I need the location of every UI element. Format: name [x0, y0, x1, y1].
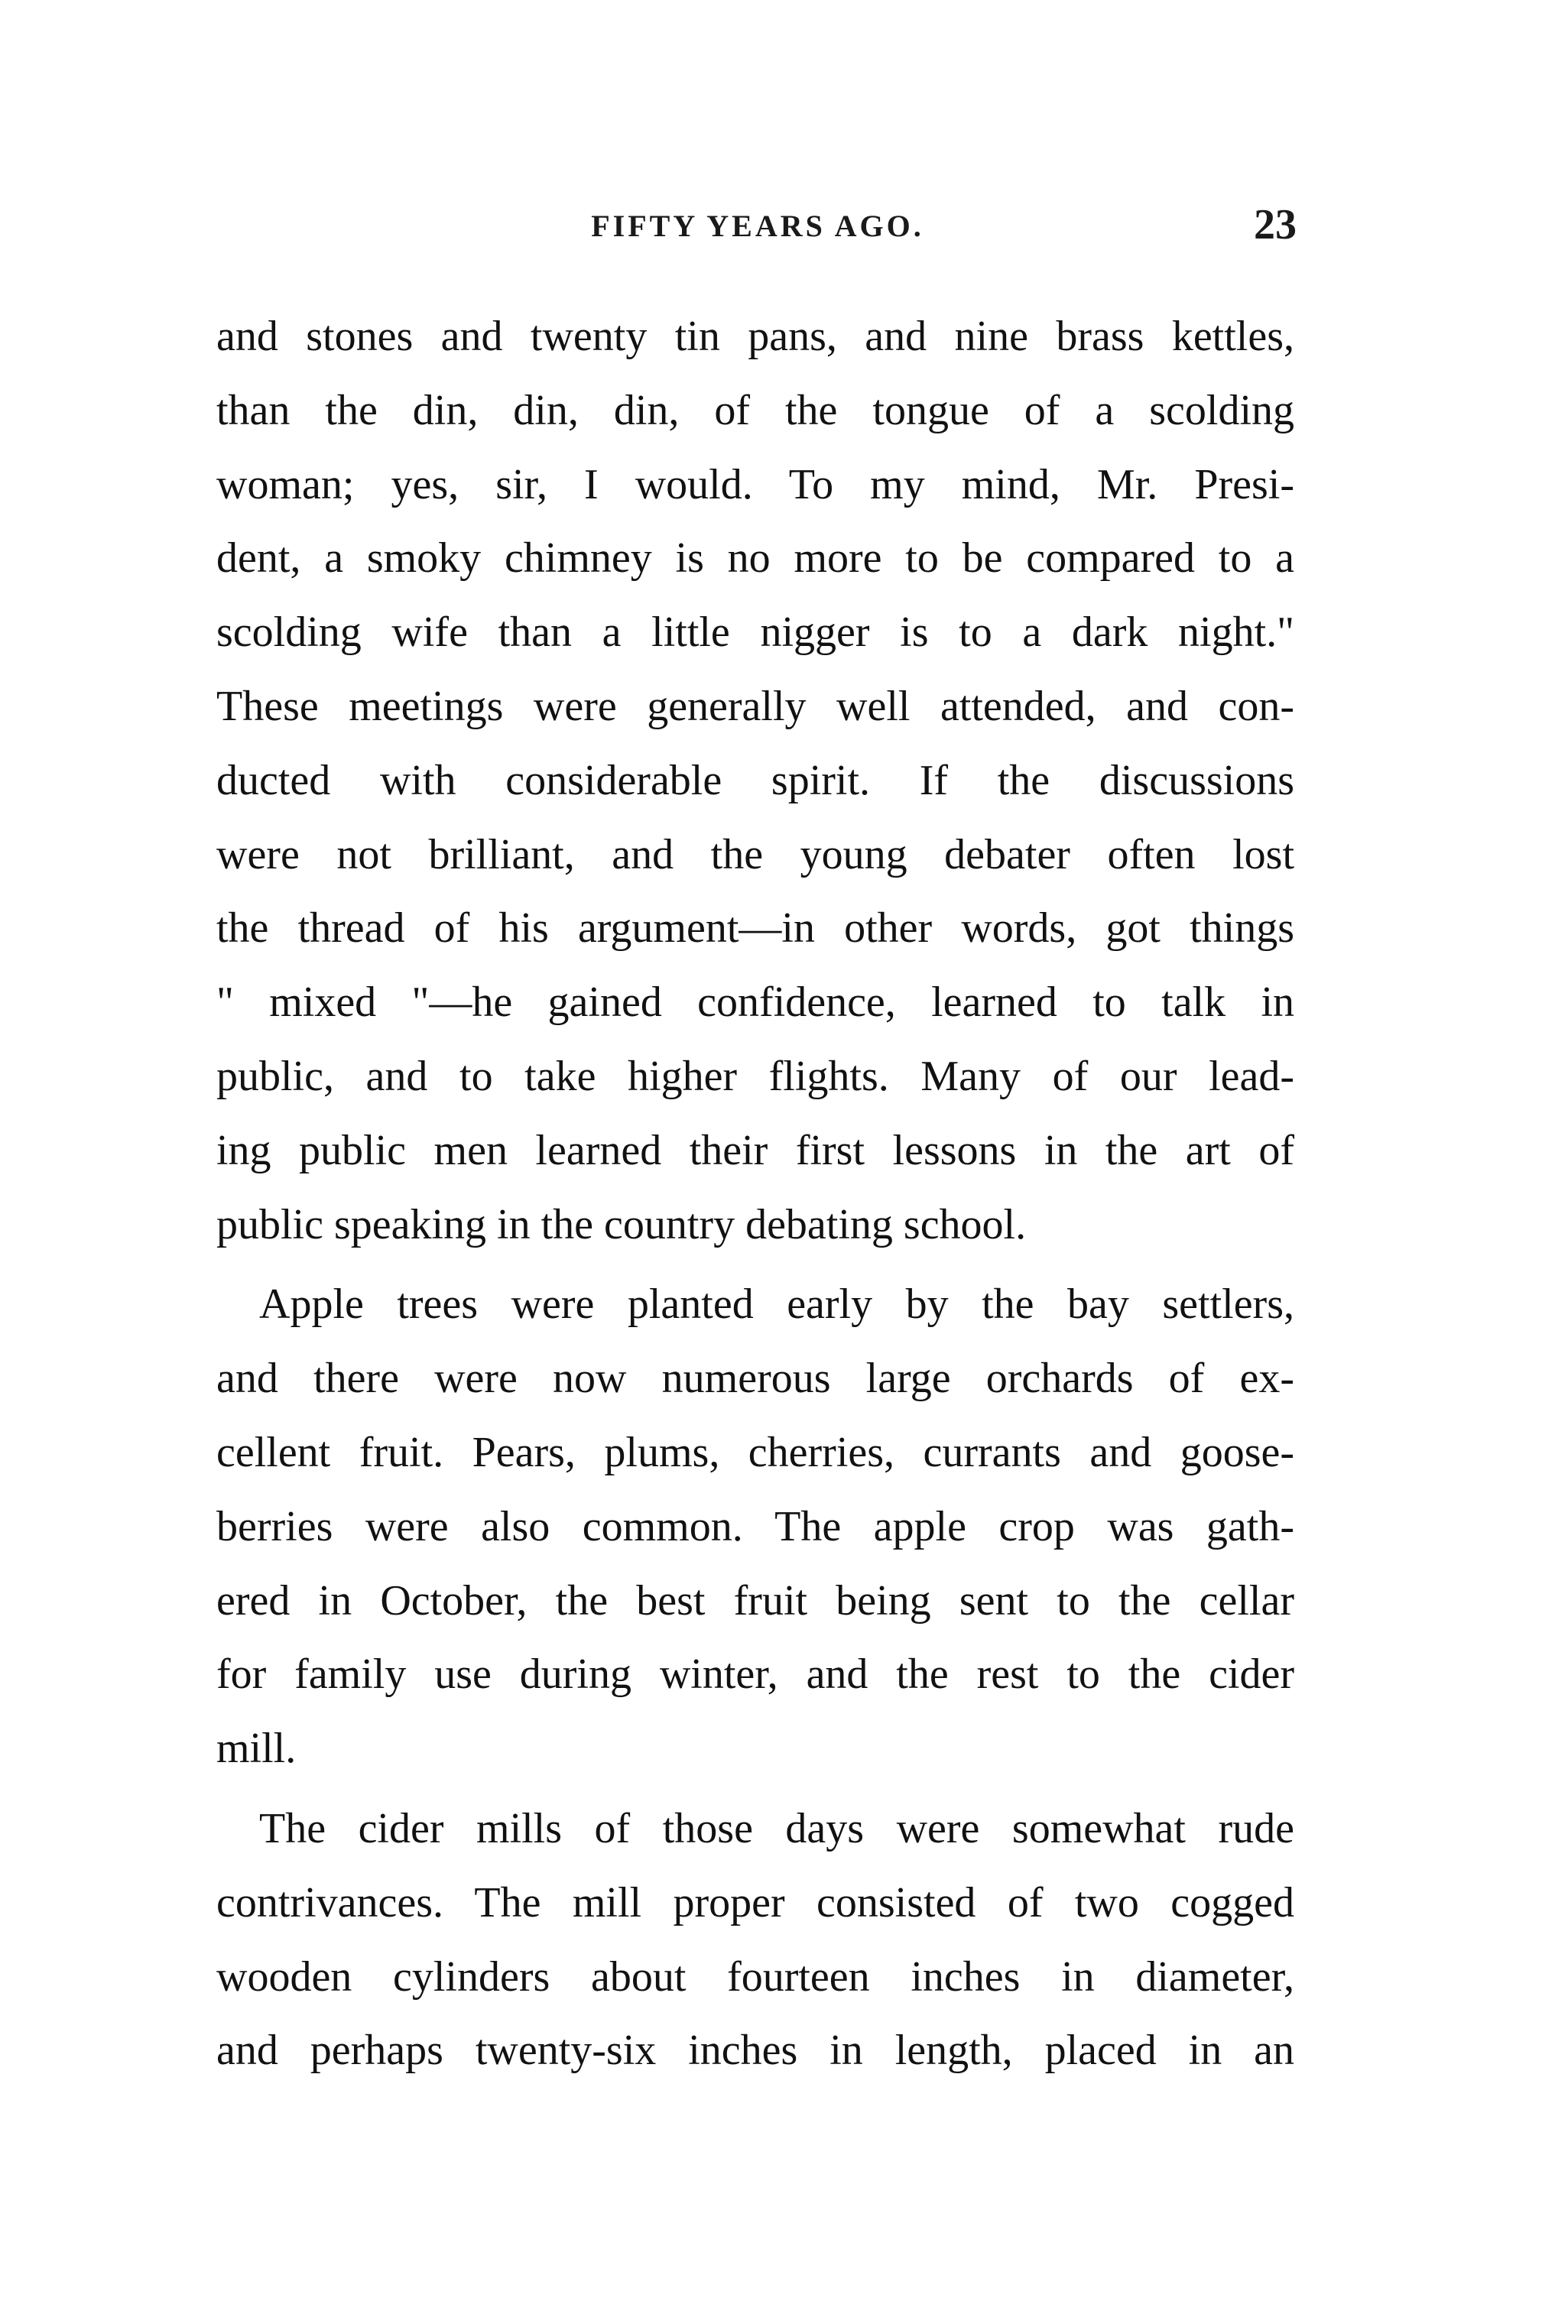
text-line: than the din, din, din, of the tongue of a scolding [216, 386, 1294, 434]
paragraph-1 [216, 300, 1294, 1261]
text-line: The cider mills of those days were somewhat rude [259, 1804, 1294, 1852]
page-number: 23 [1254, 201, 1297, 248]
text-line: mill. [216, 1725, 297, 1773]
text-line: and there were now numerous large orchards of ex- [216, 1355, 1294, 1403]
text-line: " mixed "—he gained confidence, learned to talk in [216, 979, 1294, 1027]
text-line: ducted with considerable spirit. If the discussions [216, 756, 1294, 804]
text-line: berries were also common. The apple crop was gath- [216, 1502, 1294, 1550]
text-line: cellent fruit. Pears, plums, cherries, currants and goose- [216, 1428, 1294, 1476]
text-line: and stones and twenty tin pans, and nine brass kettles, [216, 313, 1294, 360]
text-line: contrivances. The mill proper consisted of two cogged [216, 1878, 1294, 1926]
running-title: FIFTY YEARS AGO. [591, 209, 924, 243]
body-text [216, 300, 1294, 2088]
text-line: public speaking in the country debating school. [216, 1200, 1027, 1248]
text-line: were not brilliant, and the young debater often lost [216, 830, 1294, 878]
text-line: for family use during winter, and the rest to the cider [216, 1650, 1294, 1699]
text-line: woman; yes, sir, I would. To my mind, Mr. Presi- [216, 460, 1294, 508]
text-line: These meetings were generally well attended, and con- [216, 682, 1294, 730]
text-line: wooden cylinders about fourteen inches in diameter, [216, 1952, 1294, 2001]
text-line: dent, a smoky chimney is no more to be compared to a [216, 534, 1294, 583]
text-line: Apple trees were planted early by the bay settlers, [259, 1280, 1294, 1329]
text-line: and perhaps twenty-six inches in length, placed in an [216, 2027, 1294, 2075]
running-head [219, 200, 1297, 254]
text-line: the thread of his argument—in other words, got things [216, 904, 1294, 953]
text-line: scolding wife than a little nigger is to a dark night." [216, 609, 1294, 657]
text-line: public, and to take higher flights. Many of our lead- [216, 1052, 1294, 1100]
paragraph-2 [216, 1267, 1294, 1786]
paragraph-3 [216, 1792, 1294, 2088]
text-line: ered in October, the best fruit being sent to the cellar [216, 1576, 1294, 1625]
text-line: ing public men learned their first lessons in the art of [216, 1126, 1294, 1174]
